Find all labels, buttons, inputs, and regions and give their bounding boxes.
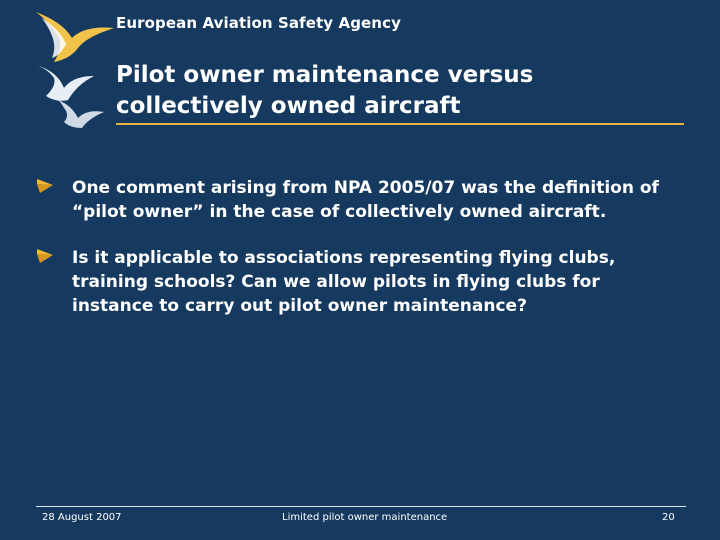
- bullet-arrow-icon: [36, 178, 54, 194]
- page-number: 20: [662, 512, 675, 523]
- footer-title: Limited pilot owner maintenance: [282, 512, 448, 523]
- footer-divider: [36, 506, 686, 507]
- easa-birds-logo-icon: [28, 8, 120, 130]
- title-line-2: collectively owned aircraft: [116, 93, 461, 119]
- bullet-text: Is it applicable to associations representing flying clubs, training schools? Can we allow pilots in flying clubs for instance to carry out pilot owner maintenance?: [72, 248, 616, 316]
- bullet-item: [36, 176, 666, 224]
- page-title: [116, 60, 676, 122]
- title-underline: [116, 123, 684, 125]
- bullet-arrow-icon: [36, 248, 54, 264]
- bullet-text: One comment arising from NPA 2005/07 was the definition of “pilot owner” in the case of collectively owned aircraft.: [72, 178, 659, 222]
- title-line-1: Pilot owner maintenance versus: [116, 62, 534, 88]
- bullet-list: [36, 176, 666, 340]
- footer-date: 28 August 2007: [42, 512, 122, 523]
- bullet-item: [36, 246, 666, 318]
- organization-name: European Aviation Safety Agency: [116, 14, 401, 32]
